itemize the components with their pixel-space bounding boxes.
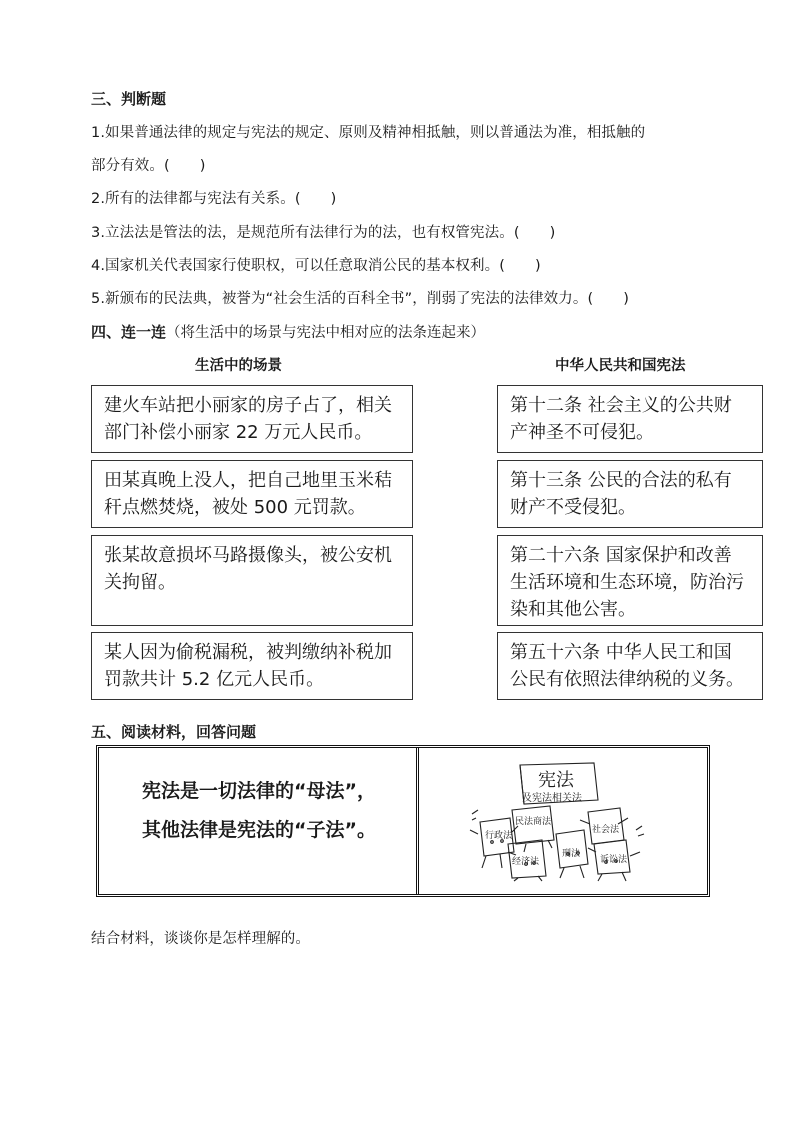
section4-title-text: 四、连一连 xyxy=(91,323,167,341)
article-box-4-line2: 公民有依照法律纳税的义务。 xyxy=(510,669,744,690)
close-paren: ) xyxy=(199,158,206,174)
article-box-4-line1: 第五十六条 中华人民工和国 xyxy=(510,642,732,663)
question-1-line1: 1.如果普通法律的规定与宪法的规定、原则及精神相抵触，则以普通法为准，相抵触的 xyxy=(91,125,646,141)
section3-title: 三、判断题 xyxy=(91,90,167,108)
question-1-line2 xyxy=(91,154,206,175)
cartoon-tag-procedural-law: 诉讼法 xyxy=(600,855,628,865)
right-column-header: 中华人民共和国宪法 xyxy=(555,358,686,374)
article-box-1-line1: 第十二条 社会主义的公共财 xyxy=(510,395,732,416)
article-box-3-line3: 染和其他公害。 xyxy=(510,599,636,620)
article-box-3-line1: 第二十六条 国家保护和改善 xyxy=(510,545,732,566)
section5-title: 五、阅读材料，回答问题 xyxy=(91,723,257,741)
cartoon-tag-economic-law: 经济法 xyxy=(512,857,540,867)
article-box-3[interactable] xyxy=(497,535,763,626)
scene-box-2-line1: 田某真晚上没人，把自己地里玉米秸 xyxy=(104,470,392,491)
material-line-1: 宪法是一切法律的“母法”， xyxy=(142,780,376,802)
scene-box-3[interactable] xyxy=(91,535,413,626)
question-3-text: 3.立法法是管法的法，是规范所有法律行为的法，也有权管宪法。( xyxy=(91,225,520,241)
scene-box-2-line2: 秆点燃焚烧，被处 500 元罚款。 xyxy=(104,497,366,518)
section4-subtitle: （将生活中的场景与宪法中相对应的法条连起来） xyxy=(166,325,486,341)
material-line-2: 其他法律是宪法的“子法”。 xyxy=(142,819,376,841)
scene-box-1[interactable] xyxy=(91,385,413,453)
article-box-1[interactable] xyxy=(497,385,763,453)
close-paren: ) xyxy=(549,225,556,241)
section4-title xyxy=(91,321,485,342)
cartoon-tag-administrative-law: 行政法 xyxy=(485,831,513,841)
left-column-header: 生活中的场景 xyxy=(195,358,282,374)
question-4-text: 4.国家机关代表国家行使职权，可以任意取消公民的基本权利。( xyxy=(91,258,505,274)
cartoon-tag-social-law: 社会法 xyxy=(592,825,620,835)
scene-box-4[interactable] xyxy=(91,632,413,700)
article-box-3-line2: 生活环境和生态环境，防治污 xyxy=(510,572,744,593)
close-paren: ) xyxy=(535,258,541,274)
question-5-text: 5.新颁布的民法典，被誉为“社会生活的百科全书”，削弱了宪法的法律效力。( xyxy=(91,291,594,307)
question-2 xyxy=(91,187,336,208)
scene-box-2[interactable] xyxy=(91,460,413,528)
article-box-2-line1: 第十三条 公民的合法的私有 xyxy=(510,470,732,491)
scene-box-4-line2: 罚款共计 5.2 亿元人民币。 xyxy=(104,669,325,690)
question-1-text: 部分有效。( xyxy=(91,158,170,174)
cartoon-title: 宪法 xyxy=(538,770,574,791)
scene-box-1-line1: 建火车站把小丽家的房子占了，相关 xyxy=(104,395,392,416)
question-2-text: 2.所有的法律都与宪法有关系。( xyxy=(91,191,301,207)
scene-box-3-line1: 张某故意损坏马路摄像头，被公安机 xyxy=(104,545,392,566)
close-paren: ) xyxy=(623,291,629,307)
article-box-4[interactable] xyxy=(497,632,763,700)
close-paren: ) xyxy=(330,191,337,207)
question-3 xyxy=(91,221,555,242)
cartoon-subtitle: 及宪法相关法 xyxy=(522,793,582,804)
cartoon-tag-criminal-law: 刑法 xyxy=(562,849,581,859)
cartoon-tag-civil-commercial-law: 民法商法 xyxy=(515,817,552,827)
article-box-2[interactable] xyxy=(497,460,763,528)
scene-box-4-line1: 某人因为偷税漏税，被判缴纳补税加 xyxy=(104,642,392,663)
scene-box-3-line2: 关拘留。 xyxy=(104,572,176,593)
article-box-1-line2: 产神圣不可侵犯。 xyxy=(510,422,654,443)
section5-question: 结合材料，谈谈你是怎样理解的。 xyxy=(91,931,310,947)
scene-box-1-line2: 部门补偿小丽家 22 万元人民币。 xyxy=(104,422,373,443)
article-box-2-line2: 财产不受侵犯。 xyxy=(510,497,636,518)
question-5 xyxy=(91,287,629,308)
question-4 xyxy=(91,254,541,275)
